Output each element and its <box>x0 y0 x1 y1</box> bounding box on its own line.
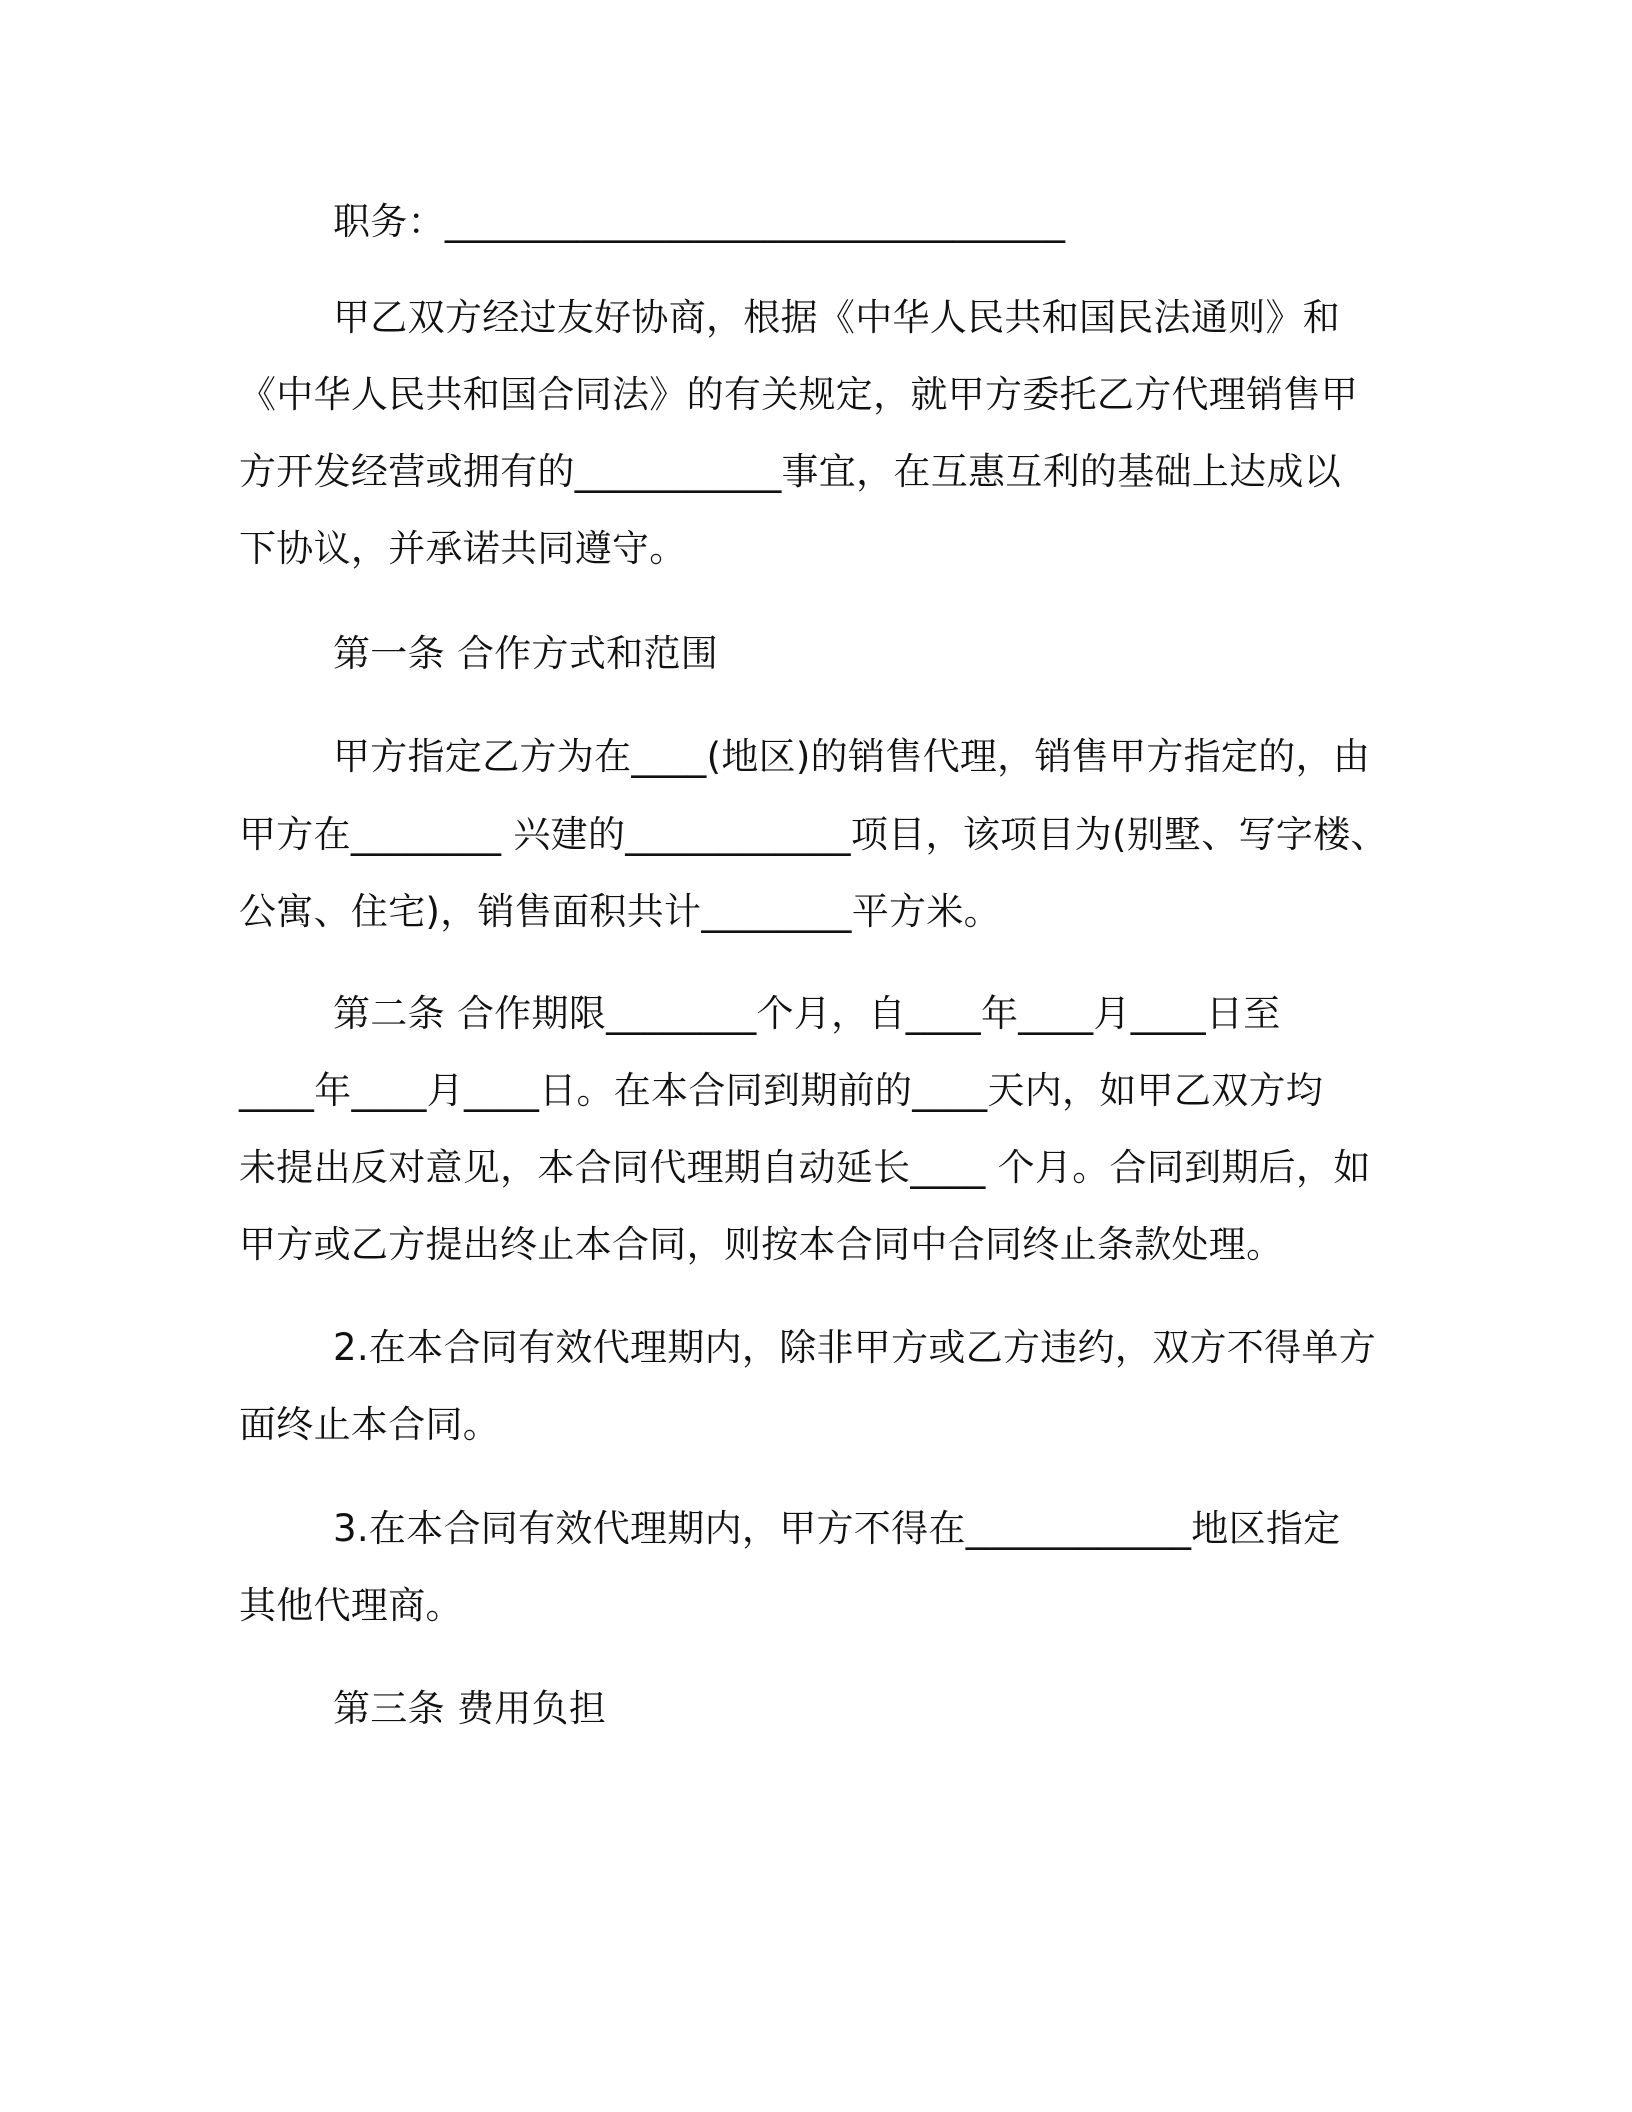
position-field-line: 职务：_________________________________ <box>333 200 1066 243</box>
preamble-line-1: 甲乙双方经过友好协商，根据《中华人民共和国民法通则》和 <box>333 296 1341 339</box>
clause-2-line-1: 2.在本合同有效代理期内，除非甲方或乙方违约，双方不得单方 <box>333 1326 1376 1369</box>
clause-2-line-2: 面终止本合同。 <box>239 1403 501 1446</box>
preamble-line-2: 《中华人民共和国合同法》的有关规定，就甲方委托乙方代理销售甲 <box>239 373 1358 416</box>
article-2-line-1: 第二条 合作期限________个月，自____年____月____日至 <box>333 992 1281 1035</box>
article-2-line-4: 甲方或乙方提出终止本合同，则按本合同中合同终止条款处理。 <box>239 1223 1284 1266</box>
article-1-line-1: 甲方指定乙方为在____(地区)的销售代理，销售甲方指定的，由 <box>333 735 1371 778</box>
preamble-line-4: 下协议，并承诺共同遵守。 <box>239 527 687 570</box>
article-3-heading: 第三条 费用负担 <box>333 1687 607 1730</box>
article-2-line-2: ____年____月____日。在本合同到期前的____天内，如甲乙双方均 <box>239 1069 1324 1112</box>
article-1-line-3: 公寓、住宅)，销售面积共计________平方米。 <box>239 890 1001 933</box>
preamble-line-3: 方开发经营或拥有的___________事宜，在互惠互利的基础上达成以 <box>239 450 1341 493</box>
clause-3-line-1: 3.在本合同有效代理期内，甲方不得在____________地区指定 <box>333 1507 1341 1550</box>
article-1-line-2: 甲方在________ 兴建的____________项目，该项目为(别墅、写字楼、 <box>239 813 1388 856</box>
clause-3-line-2: 其他代理商。 <box>239 1584 463 1627</box>
article-2-line-3: 未提出反对意见，本合同代理期自动延长____ 个月。合同到期后，如 <box>239 1146 1371 1189</box>
article-1-heading: 第一条 合作方式和范围 <box>333 632 719 675</box>
